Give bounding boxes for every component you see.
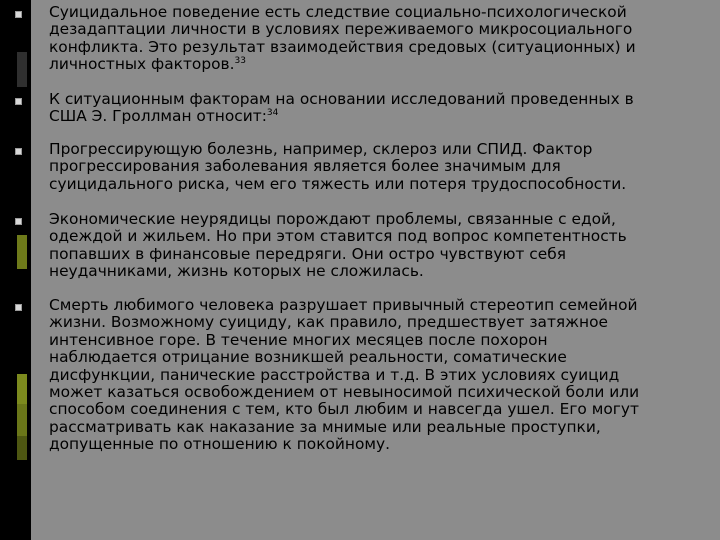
bullet-text: [49, 91, 634, 126]
bullet-item: [40, 297, 639, 454]
bullet-item: [40, 141, 626, 193]
slide-content-panel: [31, 0, 720, 540]
bullet-text: [49, 297, 639, 454]
text-line: Суицидальное поведение есть следствие социально-психологической: [49, 3, 627, 21]
text-line: Экономические неурядицы порождают проблемы, связанные с едой,: [49, 210, 616, 228]
text-line: [49, 108, 634, 125]
decorative-bar: [17, 374, 27, 404]
text-line-content: США Э. Гроллман относит:: [49, 107, 267, 126]
bullet-text: [49, 211, 627, 281]
bullet-square-icon: [15, 218, 22, 225]
bullet-item: [40, 91, 634, 126]
text-line: прогрессирования заболевания является более значимым для: [49, 157, 561, 176]
text-line: жизни. Возможному суициду, как правило, предшествует затяжное: [49, 313, 608, 332]
text-line: К ситуационным факторам на основании исследований проведенных в: [49, 90, 634, 108]
text-line: конфликта. Это результат взаимодействия средовых (ситуационных) и: [49, 37, 636, 56]
bullet-item: [40, 211, 627, 281]
text-line: способом соединения с тем, кто был любим и навсегда ушел. Его могут: [49, 400, 639, 419]
bullet-square-icon: [15, 304, 22, 311]
footnote-reference: 34: [266, 108, 279, 119]
text-line: интенсивное горе. В течение многих месяцев после похорон: [49, 330, 548, 349]
bullet-square-icon: [15, 11, 22, 18]
text-line: может казаться освобождением от невыносимой психической боли или: [49, 383, 640, 402]
decorative-bar: [17, 235, 27, 269]
text-line: рассматривать как наказание за мнимые или реальные проступки,: [49, 417, 601, 436]
left-decorative-band: [0, 0, 31, 540]
text-line: Прогрессирующую болезнь, например, склероз или СПИД. Фактор: [49, 140, 593, 158]
text-line: одеждой и жильем. Но при этом ставится под вопрос компетентность: [49, 227, 627, 246]
text-line: [49, 56, 636, 73]
bullet-square-icon: [15, 148, 22, 155]
bullet-square-icon: [15, 98, 22, 105]
text-line: наблюдается отрицание возникшей реальности, соматические: [49, 348, 567, 367]
bullet-text: [49, 4, 636, 74]
text-line: суицидального риска, чем его тяжесть или потеря трудоспособности.: [49, 174, 627, 193]
text-line: дезадаптации личности в условиях переживаемого микросоциального: [49, 20, 633, 39]
text-line-content: личностных факторов.: [49, 55, 235, 74]
text-line: Смерть любимого человека разрушает привычный стереотип семейной: [49, 296, 638, 314]
text-line: попавших в финансовые передряги. Они остро чувствуют себя: [49, 244, 566, 263]
text-line: допущенные по отношению к покойному.: [49, 435, 390, 454]
text-line: неудачниками, жизнь которых не сложилась.: [49, 262, 424, 281]
decorative-bar: [17, 436, 27, 460]
footnote-reference: 33: [234, 56, 246, 67]
bullet-text: [49, 141, 626, 193]
bullet-item: [40, 4, 636, 74]
decorative-bar: [17, 52, 27, 87]
text-line: дисфункции, панические расстройства и т.д. В этих условиях суицид: [49, 365, 620, 384]
decorative-bar: [17, 404, 27, 436]
